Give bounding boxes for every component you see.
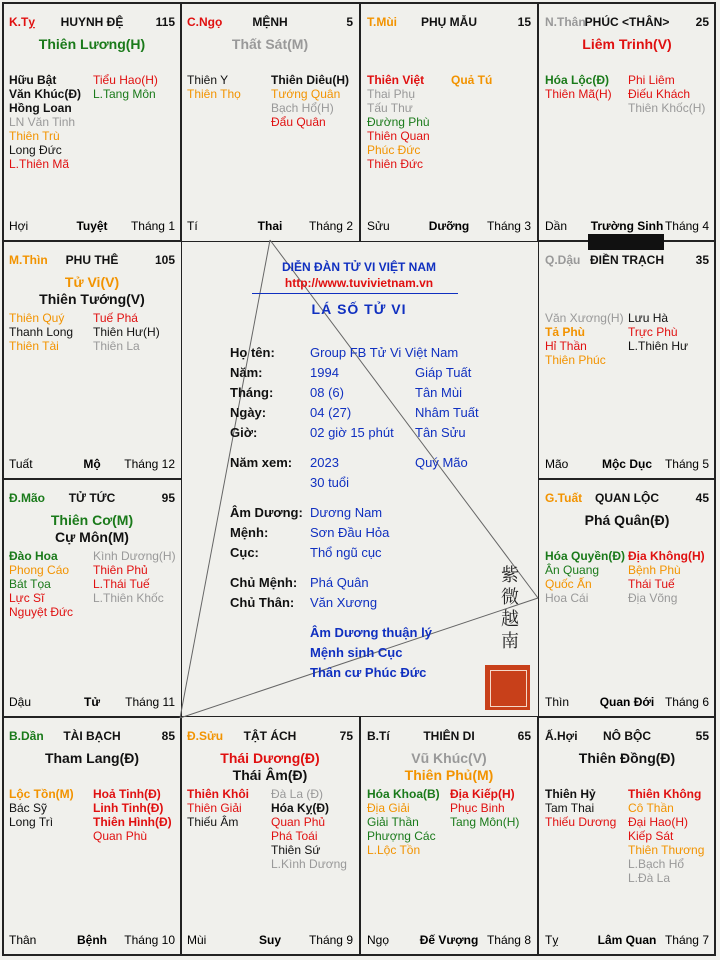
minor-star: Kiếp Sát: [628, 829, 674, 843]
info-label: Họ tên:: [230, 345, 275, 360]
palace-stem: C.Ngọ: [187, 15, 223, 29]
minor-star: Văn Xương(H): [545, 311, 624, 325]
palace-number: 35: [695, 253, 709, 267]
palace-name: QUAN LỘC: [595, 491, 659, 505]
info-value-2: Tân Sửu: [415, 425, 466, 440]
palace-stem: G.Tuất: [545, 491, 583, 505]
palace-name: TÀI BẠCH: [63, 729, 121, 743]
minor-star: Thiên Đức: [367, 157, 424, 171]
info-value: Thổ ngũ cục: [310, 545, 382, 560]
minor-star: Thiếu Dương: [545, 815, 617, 829]
minor-star: Thiên Hư(H): [93, 325, 160, 339]
minor-star: Thiên Thương: [628, 843, 705, 857]
minor-star: Quốc Ấn: [545, 577, 592, 591]
minor-star: Thái Tuế: [628, 577, 675, 591]
minor-star: Thiên Phúc: [545, 353, 606, 367]
minor-star: Hoa Cái: [545, 591, 589, 605]
minor-star: Tiểu Hao(H): [93, 73, 158, 87]
minor-star: Thiên Y: [187, 73, 229, 87]
minor-star: Hóa Kỵ(Đ): [271, 801, 330, 815]
palace-number: 5: [346, 15, 353, 29]
palace-stem: N.Thân: [545, 15, 586, 29]
minor-star: L.Thiên Mã: [9, 157, 70, 171]
red-seal-stamp: [485, 665, 530, 710]
info-value: Group FB Tử Vi Việt Nam: [310, 345, 459, 360]
minor-star: Thiên Diêu(H): [271, 73, 349, 87]
minor-star: L.Đà La: [628, 871, 671, 885]
minor-star: L.Lộc Tồn: [367, 843, 421, 857]
minor-star: Bác Sỹ: [9, 801, 48, 815]
tuan-triet-badge: [588, 234, 664, 250]
minor-star: Thiên La: [93, 339, 140, 353]
palace-stem: B.Tí: [367, 729, 390, 743]
earthly-branch: Mão: [545, 457, 569, 471]
info-value: 02 giờ 15 phút: [310, 425, 394, 440]
main-star: Phá Quân(Đ): [584, 512, 670, 528]
palace-name: ĐIỀN TRẠCH: [590, 253, 664, 267]
seal-characters: [498, 564, 522, 652]
info-value: 2023: [310, 455, 339, 470]
minor-star: Tam Thai: [545, 801, 595, 815]
minor-star: Nguyệt Đức: [9, 605, 74, 619]
palace-number: 15: [517, 15, 531, 29]
life-stage: Tử: [83, 695, 101, 709]
minor-star: Bệnh Phù: [628, 563, 681, 577]
info-label: Chủ Mệnh:: [230, 575, 298, 590]
info-value-2: Giáp Tuất: [415, 365, 472, 380]
seal-char: 微: [501, 587, 519, 607]
palace-stem: K.Tỵ: [9, 15, 36, 29]
info-label: Mệnh:: [230, 525, 269, 540]
info-value: Văn Xương: [310, 595, 378, 610]
minor-star: Hoả Tinh(Đ): [93, 787, 161, 801]
main-star: Cự Môn(M): [55, 529, 129, 545]
palace-stem: M.Thìn: [9, 253, 48, 267]
minor-star: Thiên Quan: [367, 129, 430, 143]
minor-star: Thiên Trù: [9, 129, 60, 143]
minor-star: Quan Phủ: [271, 815, 326, 829]
minor-star: Địa Giải: [367, 801, 410, 815]
info-label: Tháng:: [230, 385, 274, 400]
minor-star: Hữu Bật: [9, 73, 57, 87]
minor-star: Tướng Quân: [271, 87, 341, 101]
minor-star: Quan Phù: [93, 829, 148, 843]
minor-star: Thiên Sứ: [271, 843, 321, 857]
minor-star: L.Thiên Khốc: [93, 591, 164, 605]
note: Âm Dương thuận lý: [310, 625, 432, 640]
minor-star: Tả Phù: [545, 325, 586, 339]
main-star: Tử Vi(V): [64, 274, 120, 290]
minor-star: Phục Binh: [450, 801, 505, 815]
minor-star: Đại Hao(H): [628, 815, 689, 829]
palace-name: PHÚC <THÂN>: [584, 15, 670, 29]
info-label: Chủ Thân:: [230, 595, 295, 610]
month-label: Tháng 5: [664, 457, 709, 471]
palace-number: 45: [695, 491, 709, 505]
month-label: Tháng 11: [125, 695, 175, 709]
life-stage: Mộc Dục: [601, 457, 652, 471]
palace-stem: Q.Dậu: [545, 253, 581, 267]
month-label: Tháng 2: [308, 219, 353, 233]
earthly-branch: Hợi: [9, 219, 29, 233]
palace-stem: B.Dần: [9, 729, 44, 743]
earthly-branch: Tuất: [9, 457, 33, 471]
life-stage: Đế Vượng: [419, 933, 479, 947]
month-label: Tháng 6: [664, 695, 709, 709]
info-value: 04 (27): [310, 405, 352, 420]
minor-star: Phượng Các: [367, 829, 436, 843]
palace-name: TẬT ÁCH: [243, 729, 297, 743]
minor-star: Thiên Quý: [9, 311, 65, 325]
life-stage: Quan Đới: [599, 695, 655, 709]
minor-star: Giải Thần: [367, 815, 419, 829]
palace-name: THIÊN DI: [423, 729, 475, 743]
minor-star: Kình Dương(H): [93, 549, 176, 563]
palace-number: 75: [339, 729, 353, 743]
minor-star: Thiên Phủ: [93, 563, 148, 577]
minor-star: Văn Khúc(Đ): [9, 87, 81, 101]
note: Thân cư Phúc Đức: [310, 665, 427, 680]
palace-name: PHU THÊ: [65, 253, 119, 267]
palace-number: 115: [155, 15, 175, 29]
month-label: Tháng 9: [308, 933, 353, 947]
info-label: Năm xem:: [230, 455, 293, 470]
palace-name: NÔ BỘC: [603, 729, 651, 743]
earthly-branch: Tỵ: [545, 933, 559, 947]
minor-star: Thiên Tài: [9, 339, 59, 353]
life-stage: Suy: [258, 933, 281, 947]
palace-number: 55: [695, 729, 709, 743]
minor-star: Phong Cáo: [9, 563, 70, 577]
palace-number: 25: [695, 15, 709, 29]
minor-star: Ân Quang: [545, 563, 600, 577]
minor-star: Đường Phù: [367, 115, 430, 129]
minor-star: Thanh Long: [9, 325, 74, 339]
main-star: Tham Lang(Đ): [44, 750, 140, 766]
month-label: Tháng 12: [124, 457, 175, 471]
minor-star: Hồng Loan: [9, 101, 72, 115]
main-star: Thiên Cơ(M): [50, 512, 134, 528]
info-value-2: Quý Mão: [415, 455, 468, 470]
center-info-panel: [180, 240, 538, 718]
info-value: 08 (6): [310, 385, 344, 400]
info-value: Phá Quân: [310, 575, 369, 590]
earthly-branch: Sửu: [367, 219, 390, 233]
minor-star: Thiên Việt: [367, 73, 425, 87]
palace-number: 85: [161, 729, 175, 743]
month-label: Tháng 3: [486, 219, 531, 233]
palace-stem: Đ.Mão: [9, 491, 45, 505]
palace-stem: Ấ.Hợi: [545, 729, 578, 743]
info-value: Dương Nam: [310, 505, 383, 520]
minor-star: LN Văn Tinh: [9, 115, 76, 129]
info-label: Giờ:: [230, 425, 258, 440]
minor-star: Địa Kiếp(H): [450, 787, 515, 801]
info-value: Sơn Đầu Hỏa: [310, 525, 390, 540]
minor-star: Thiên Giải: [187, 801, 242, 815]
minor-star: Hóa Lộc(Đ): [545, 73, 609, 87]
main-star: Thái Dương(Đ): [220, 750, 320, 766]
life-stage: Thai: [257, 219, 283, 233]
info-label: Ngày:: [230, 405, 267, 420]
minor-star: Tang Môn(H): [450, 815, 520, 829]
main-star: Vũ Khúc(V): [411, 750, 487, 766]
palace-name: MỆNH: [252, 15, 288, 29]
minor-star: Điếu Khách: [628, 87, 691, 101]
forum-url[interactable]: http://www.tuvivietnam.vn: [284, 276, 434, 290]
minor-star: Thiên Không: [628, 787, 702, 801]
earthly-branch: Thìn: [545, 695, 570, 709]
earthly-branch: Ngọ: [367, 933, 390, 947]
minor-star: Địa Võng: [628, 591, 678, 605]
minor-star: Thiên Khốc(H): [628, 101, 706, 115]
minor-star: Phúc Đức: [367, 143, 421, 157]
info-label: Âm Dương:: [230, 505, 303, 520]
palace-name: HUYNH ĐỆ: [60, 15, 124, 29]
main-star: Thất Sát(M): [231, 36, 309, 52]
minor-star: Đà La (Đ): [271, 787, 324, 801]
earthly-branch: Tí: [187, 219, 198, 233]
main-star: Liêm Trinh(V): [582, 36, 672, 52]
minor-star: Thai Phụ: [367, 87, 416, 101]
minor-star: Cô Thần: [628, 801, 674, 815]
seal-char: 紫: [501, 565, 519, 585]
minor-star: Thiên Hình(Đ): [93, 815, 172, 829]
main-star: Thiên Đồng(Đ): [578, 750, 676, 766]
minor-star: Phi Liêm: [628, 73, 675, 87]
minor-star: Lực Sĩ: [9, 591, 45, 605]
palace-number: 105: [154, 253, 175, 267]
minor-star: Thiên Hỷ: [545, 787, 596, 801]
main-star: Thiên Lương(H): [38, 36, 146, 52]
month-label: Tháng 8: [486, 933, 531, 947]
life-stage: Lâm Quan: [597, 933, 657, 947]
minor-star: Đẩu Quân: [271, 115, 326, 129]
chart-heading: LÁ SỐ TỬ VI: [311, 301, 407, 317]
palace-stem: Đ.Sửu: [187, 729, 224, 743]
minor-star: Thiếu Âm: [187, 815, 239, 829]
earthly-branch: Thân: [9, 933, 37, 947]
info-label: Cục:: [230, 545, 259, 560]
minor-star: L.Tang Môn: [93, 87, 156, 101]
minor-star: Thiên Mã(H): [545, 87, 612, 101]
title-rule: [252, 293, 458, 294]
month-label: Tháng 7: [664, 933, 709, 947]
minor-star: Địa Không(H): [628, 549, 705, 563]
minor-star: Tấu Thư: [367, 101, 413, 115]
palace-number: 65: [517, 729, 531, 743]
minor-star: L.Thiên Hư: [628, 339, 689, 353]
info-value-2: Nhâm Tuất: [415, 405, 479, 420]
minor-star: Trực Phù: [628, 325, 678, 339]
note: Mệnh sinh Cục: [310, 645, 403, 660]
life-stage: Tuyệt: [76, 219, 108, 233]
earthly-branch: Dậu: [9, 695, 32, 709]
forum-title: DIỄN ĐÀN TỬ VI VIỆT NAM: [282, 260, 436, 274]
month-label: Tháng 1: [130, 219, 175, 233]
palace-name: TỬ TỨC: [68, 491, 116, 505]
main-star: Thiên Tướng(V): [39, 291, 145, 307]
main-star: Thiên Phủ(M): [404, 767, 494, 783]
minor-star: Long Trì: [9, 815, 54, 829]
info-value-2: Tân Mùi: [415, 385, 462, 400]
minor-star: Hỉ Thần: [545, 339, 587, 353]
minor-star: Bát Tọa: [9, 577, 51, 591]
minor-star: Lưu Hà: [628, 311, 669, 325]
life-stage: Trường Sinh: [590, 219, 664, 233]
minor-star: Thiên Khôi: [187, 787, 249, 801]
minor-star: Thiên Thọ: [187, 87, 241, 101]
minor-star: Quả Tú: [451, 73, 493, 87]
life-stage: Mộ: [83, 457, 101, 471]
info-label: Năm:: [230, 365, 263, 380]
main-star: Thái Âm(Đ): [232, 767, 308, 783]
seal-char: 南: [501, 631, 519, 651]
minor-star: Lộc Tồn(M): [9, 787, 74, 801]
minor-star: L.Kình Dương: [271, 857, 347, 871]
earthly-branch: Dần: [545, 219, 568, 233]
life-stage: Dưỡng: [428, 219, 470, 233]
minor-star: Hóa Quyền(Đ): [545, 549, 626, 563]
earthly-branch: Mùi: [187, 933, 207, 947]
palace-number: 95: [161, 491, 175, 505]
minor-star: Bạch Hổ(H): [271, 101, 334, 115]
month-label: Tháng 10: [124, 933, 175, 947]
minor-star: Phá Toái: [271, 829, 318, 843]
minor-star: L.Thái Tuế: [93, 577, 150, 591]
info-value: 30 tuổi: [310, 475, 350, 490]
palace-stem: T.Mùi: [367, 15, 397, 29]
minor-star: Đào Hoa: [9, 549, 58, 563]
minor-star: Tuế Phá: [93, 311, 138, 325]
month-label: Tháng 4: [664, 219, 709, 233]
palace-name: PHỤ MẪU: [421, 15, 477, 29]
minor-star: Linh Tinh(Đ): [93, 801, 164, 815]
info-value: 1994: [310, 365, 339, 380]
minor-star: Long Đức: [9, 143, 62, 157]
seal-char: 越: [501, 609, 519, 629]
minor-star: Hóa Khoa(B): [367, 787, 440, 801]
minor-star: L.Bạch Hổ: [628, 857, 685, 871]
life-stage: Bệnh: [77, 933, 107, 947]
